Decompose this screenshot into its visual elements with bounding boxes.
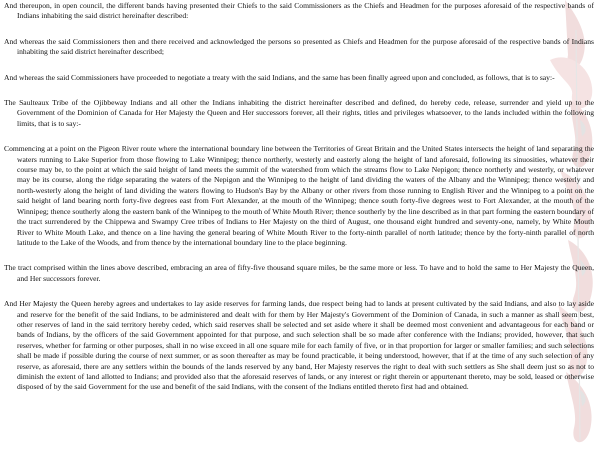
paragraph: And whereas the said Commissioners then and there received and acknowledged the persons so presented as Chiefs and Headmen for the purpose aforesaid of the respective bands of Indians inhabiting the said district hereinafter described; (4, 36, 594, 57)
paragraph: The tract comprised within the lines above described, embracing an area of fifty-five thousand square miles, be the same more or less. To have and to hold the same to Her Majesty the Queen, and Her successors forever. (4, 263, 594, 283)
document-body (4, 1, 594, 408)
paragraph: The Saulteaux Tribe of the Ojibbeway Indians and all other the Indians inhabiting the district hereinafter described and defined, do hereby cede, release, surrender and yield up to the Government of the Dominion of Canada for Her Majesty the Queen and Her successors forever, all their rights, titles and privileges whatsoever, to the lands included within the following limits, that is to say:- (4, 98, 594, 128)
paragraph: And whereas the said Commissioners have proceeded to negotiate a treaty with the said Indians, and the same has been finally agreed upon and concluded, as follows, that is to say:- (4, 72, 555, 82)
paragraph: And Her Majesty the Queen hereby agrees and undertakes to lay aside reserves for farming lands, due respect being had to lands at present cultivated by the said Indians, and also to lay aside and reserve for the benefit of the said Indians, to be administered and dealt with for them by Her Majesty's Government of the Dominion of Canada, in such a manner as shall seem best, other reserves of land in the said territory hereby ceded, which said reserves shall be selected and set aside where it shall be deemed most convenient and advantageous for each band or bands of Indians, by the officers of the said Government appointed for that purpose, and such selection shall be so made after conference with the Indians; provided, however, that such reserves, whether for farming or other purposes, shall in no wise exceed in all one square mile for each family of five, or in that proportion for larger or smaller families; and such selections shall be made if possible during the course of next summer, or as soon thereafter as may be found practicable, it being understood, however, that if at the time of any such selection of any reserve, as aforesaid, there are any settlers within the bounds of the lands reserved by any band, Her Majesty reserves the right to deal with such settlers as She shall deem just so as not to diminish the extent of land allotted to Indians; and provided also that the aforesaid reserves of lands, or any interest or right therein or appurtenant thereto, may be sold, leased or otherwise disposed of by the said Government for the use and benefit of the said Indians, with the consent of the Indians entitled thereto first had and obtained. (4, 299, 594, 392)
paragraph: And thereupon, in open council, the different bands having presented their Chiefs to the said Commissioners as the Chiefs and Headmen for the purposes aforesaid of the respective bands of Indians inhabiting the said district hereinafter described: (4, 1, 594, 21)
paragraph: Commencing at a point on the Pigeon River route where the international boundary line between the Territories of Great Britain and the United States intersects the height of land separating the waters running to Lake Superior from those flowing to Lake Winnipeg; thence northerly, westerly and easterly along the height of land aforesaid, following its sinuosities, whatever their course may be, to the point at which the said height of land meets the summit of the watershed from which the streams flow to Lake Nepigon; thence northerly and westerly, or whatever may be its course, along the ridge separating the waters of the Nepigon and the Winnipeg to the height of land dividing the waters of the Albany and the Winnipeg; thence westerly and north-westerly along the height of land dividing the waters flowing to Hudson's Bay by the Albany or other rivers from those running to English River and the Winnipeg to a point on the said height of land bearing north forty-five degrees east from Fort Alexander, at the mouth of the Winnipeg; thence south forty-five degrees west to Fort Alexander, at the mouth of the Winnipeg; thence southerly along the eastern bank of the Winnipeg to the mouth of White Mouth River; thence southerly by the line described as in that part forming the eastern boundary of the tract surrendered by the Chippewa and Swampy Cree tribes of Indians to Her Majesty on the third of August, one thousand eight hundred and seventy-one, namely, by White Mouth River to White Mouth Lake, and thence on a line having the general bearing of White Mouth River to the forty-ninth parallel of north latitude; thence by the forty-ninth parallel of north latitude to the Lake of the Woods, and from thence by the international boundary line to the place beginning. (4, 144, 594, 247)
